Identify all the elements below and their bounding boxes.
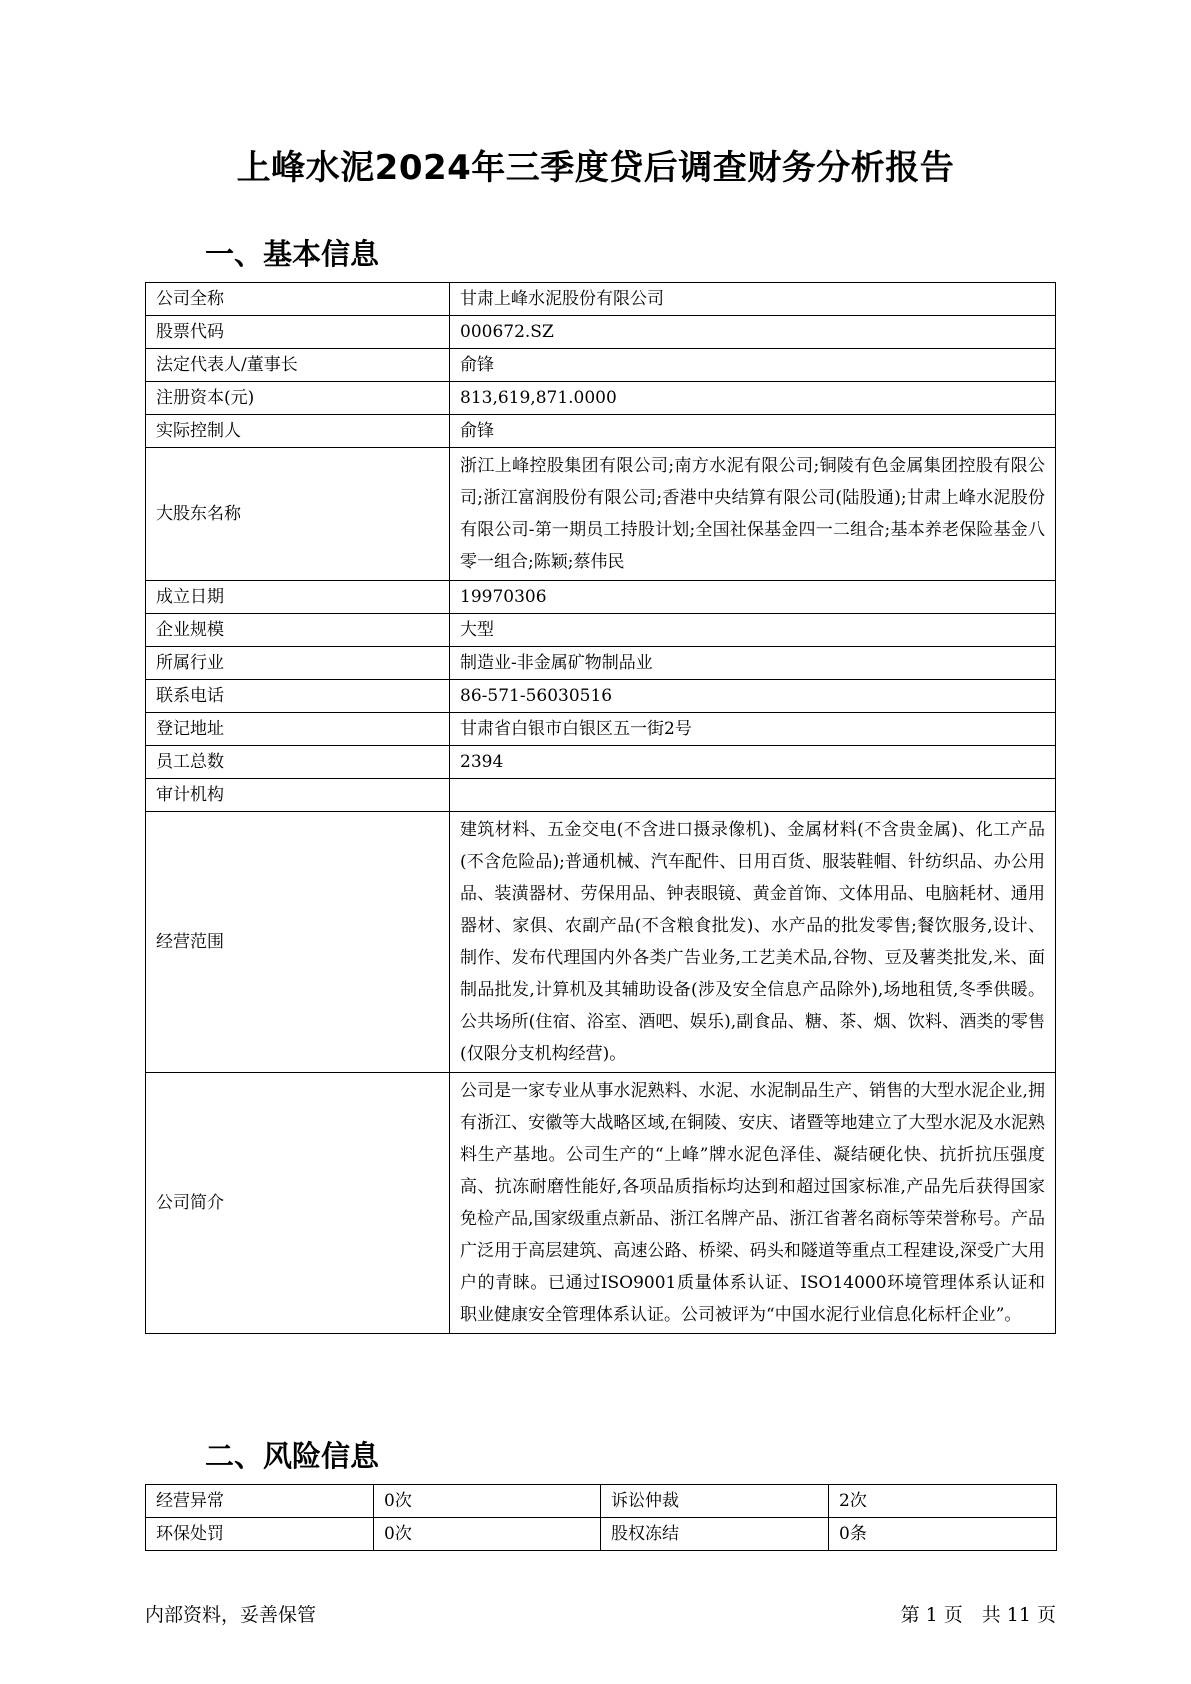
- info-value: 813,619,871.0000: [450, 382, 1056, 415]
- risk-value: 2次: [829, 1485, 1057, 1518]
- info-label: 公司全称: [146, 283, 450, 316]
- risk-value: 0条: [829, 1518, 1057, 1551]
- info-value: 俞锋: [450, 415, 1056, 448]
- info-label: 法定代表人/董事长: [146, 349, 450, 382]
- info-label: 股票代码: [146, 316, 450, 349]
- info-value: 19970306: [450, 581, 1056, 614]
- info-row: [146, 316, 1056, 349]
- info-value: 俞锋: [450, 349, 1056, 382]
- info-value: 浙江上峰控股集团有限公司;南方水泥有限公司;铜陵有色金属集团控股有限公司;浙江富润股份有限公司;香港中央结算有限公司(陆股通);甘肃上峰水泥股份有限公司-第一期员工持股计划;全国社保基金四一二组合;基本养老保险基金八零一组合;陈颖;蔡伟民: [450, 448, 1056, 581]
- info-row: [146, 614, 1056, 647]
- info-label: 公司简介: [146, 1073, 450, 1334]
- info-row: [146, 713, 1056, 746]
- info-value: 建筑材料、五金交电(不含进口摄录像机)、金属材料(不含贵金属)、化工产品(不含危险品);普通机械、汽车配件、日用百货、服装鞋帽、针纺织品、办公用品、装潢器材、劳保用品、钟表眼镜、黄金首饰、文体用品、电脑耗材、通用器材、家俱、农副产品(不含粮食批发)、水产品的批发零售;餐饮服务,设计、制作、发布代理国内外各类广告业务,工艺美术品,谷物、豆及薯类批发,米、面制品批发,计算机及其辅助设备(涉及安全信息产品除外),场地租赁,冬季供暖。公共场所(住宿、浴室、酒吧、娱乐),副食品、糖、茶、烟、饮料、酒类的零售(仅限分支机构经营)。: [450, 812, 1056, 1073]
- section-risk-info-title: 二、风险信息: [205, 1439, 380, 1473]
- risk-row: [146, 1518, 1057, 1551]
- info-label: 注册资本(元): [146, 382, 450, 415]
- info-value: 公司是一家专业从事水泥熟料、水泥、水泥制品生产、销售的大型水泥企业,拥有浙江、安徽等大战略区域,在铜陵、安庆、诸暨等地建立了大型水泥及水泥熟料生产基地。公司生产的“上峰”牌水泥色泽佳、凝结硬化快、抗折抗压强度高、抗冻耐磨性能好,各项品质指标均达到和超过国家标准,产品先后获得国家免检产品,国家级重点新品、浙江名牌产品、浙江省著名商标等荣誉称号。产品广泛用于高层建筑、高速公路、桥梁、码头和隧道等重点工程建设,深受广大用户的青睐。已通过ISO9001质量体系认证、ISO14000环境管理体系认证和职业健康安全管理体系认证。公司被评为“中国水泥行业信息化标杆企业”。: [450, 1073, 1056, 1334]
- footer-page-number: 第 1 页 共 11 页: [900, 1604, 1056, 1626]
- risk-info-table: [145, 1484, 1057, 1551]
- info-value: 86-571-56030516: [450, 680, 1056, 713]
- basic-info-table: [145, 282, 1056, 1334]
- risk-label: 诉讼仲裁: [601, 1485, 829, 1518]
- info-value: 2394: [450, 746, 1056, 779]
- risk-label: 股权冻结: [601, 1518, 829, 1551]
- info-label: 实际控制人: [146, 415, 450, 448]
- info-row: [146, 647, 1056, 680]
- info-value: 甘肃省白银市白银区五一街2号: [450, 713, 1056, 746]
- info-row: [146, 283, 1056, 316]
- info-label: 登记地址: [146, 713, 450, 746]
- info-row: [146, 1073, 1056, 1334]
- info-row: [146, 812, 1056, 1073]
- info-row: [146, 746, 1056, 779]
- info-row: [146, 581, 1056, 614]
- info-label: 审计机构: [146, 779, 450, 812]
- info-label: 大股东名称: [146, 448, 450, 581]
- info-label: 员工总数: [146, 746, 450, 779]
- info-value: 甘肃上峰水泥股份有限公司: [450, 283, 1056, 316]
- info-label: 企业规模: [146, 614, 450, 647]
- info-label: 经营范围: [146, 812, 450, 1073]
- info-value: 大型: [450, 614, 1056, 647]
- info-value: [450, 779, 1056, 812]
- info-label: 联系电话: [146, 680, 450, 713]
- risk-value: 0次: [374, 1518, 601, 1551]
- info-row: [146, 349, 1056, 382]
- info-row: [146, 448, 1056, 581]
- footer-confidential-note: 内部资料，妥善保管: [145, 1604, 317, 1626]
- report-title: 上峰水泥2024年三季度贷后调查财务分析报告: [236, 148, 955, 188]
- info-row: [146, 680, 1056, 713]
- info-label: 所属行业: [146, 647, 450, 680]
- risk-row: [146, 1485, 1057, 1518]
- risk-label: 环保处罚: [146, 1518, 374, 1551]
- info-row: [146, 779, 1056, 812]
- info-value: 制造业-非金属矿物制品业: [450, 647, 1056, 680]
- info-row: [146, 382, 1056, 415]
- section-basic-info-title: 一、基本信息: [205, 237, 380, 271]
- info-label: 成立日期: [146, 581, 450, 614]
- risk-value: 0次: [374, 1485, 601, 1518]
- info-value: 000672.SZ: [450, 316, 1056, 349]
- info-row: [146, 415, 1056, 448]
- risk-label: 经营异常: [146, 1485, 374, 1518]
